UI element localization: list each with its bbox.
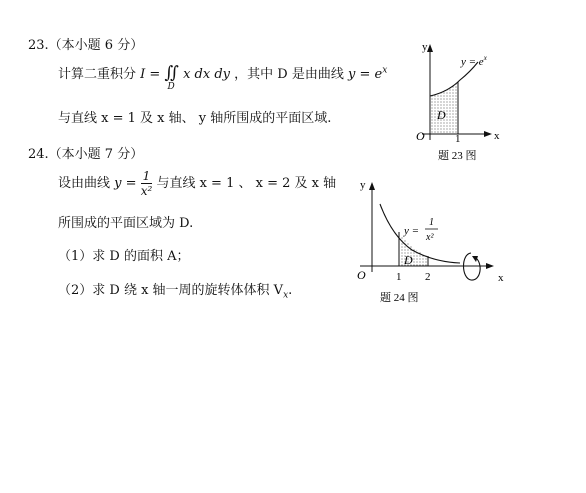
q24-figure (350, 174, 520, 309)
q23-statement-line1 (58, 63, 388, 92)
q24-part2-subscript: x (283, 290, 289, 301)
q24-line1-prefix: 设由曲线 (58, 176, 111, 191)
q24-y-arrow-icon (369, 182, 375, 190)
q23-integrand: x dx dy (183, 67, 231, 82)
q23-x-arrow-icon (484, 131, 492, 137)
q24-heading: 24.（本小题 7 分） (28, 147, 144, 162)
q24-curve (380, 204, 460, 263)
q24-frac-num: 1 (142, 169, 151, 183)
q23-region-label: D (437, 108, 446, 122)
q24-curve-label-den: x² (426, 232, 434, 243)
q23-statement-line2: 与直线 x = 1 及 x 轴、 y 轴所围成的平面区域. (58, 111, 332, 126)
q24-frac-den: x² (140, 184, 153, 198)
q23-integral-lhs: I = (140, 67, 161, 82)
q23-y-arrow-icon (427, 44, 433, 52)
q23-caption: 题 23 图 (438, 150, 477, 162)
q23-origin-label: O (416, 129, 425, 143)
q23-curve-equation: y = e (348, 67, 383, 82)
q24-part2-suffix: . (288, 283, 293, 298)
q24-part2 (58, 279, 292, 301)
q24-eq-lhs: y = (114, 176, 137, 191)
q23-curve-label: $y = e^x$ (461, 54, 487, 68)
q23-line1-mid: ，其中 D 是由曲线 (234, 67, 344, 82)
q24-fraction (141, 170, 153, 197)
q24-curve-label-lhs: y = (404, 225, 420, 237)
q24-caption: 题 24 图 (380, 292, 419, 304)
q24-origin-label: O (357, 268, 366, 282)
q23-line1-prefix: 计算二重积分 (58, 67, 137, 82)
q23-double-integral-sign: ∬ (164, 63, 179, 83)
q23-heading: 23.（本小题 6 分） (28, 38, 144, 53)
q24-x-label: x (498, 272, 504, 284)
q23-x-label: x (494, 130, 500, 142)
q23-integral-domain: D (167, 82, 175, 92)
q24-tick-2: 2 (425, 271, 431, 283)
q24-statement-line2: 所围成的平面区域为 D. (58, 216, 194, 231)
q24-part2-prefix: （2）求 D 绕 x 轴一周的旋转体体积 V (58, 283, 284, 298)
q24-tick-1: 1 (396, 271, 402, 283)
q23-figure (404, 38, 514, 164)
q23-y-label: y (422, 41, 428, 53)
q24-y-label: y (360, 179, 366, 191)
q24-x-arrow-icon (486, 263, 494, 269)
q24-region-label: D (404, 253, 413, 267)
q24-curve-label-num: 1 (429, 217, 434, 228)
q24-statement-line1 (58, 170, 336, 197)
q23-tick-1: 1 (455, 133, 461, 145)
q23-curve-exponent: x (382, 65, 388, 76)
q24-line1-rest: 与直线 x = 1 、 x = 2 及 x 轴 (156, 176, 337, 191)
q24-part1: （1）求 D 的面积 A； (58, 249, 190, 264)
